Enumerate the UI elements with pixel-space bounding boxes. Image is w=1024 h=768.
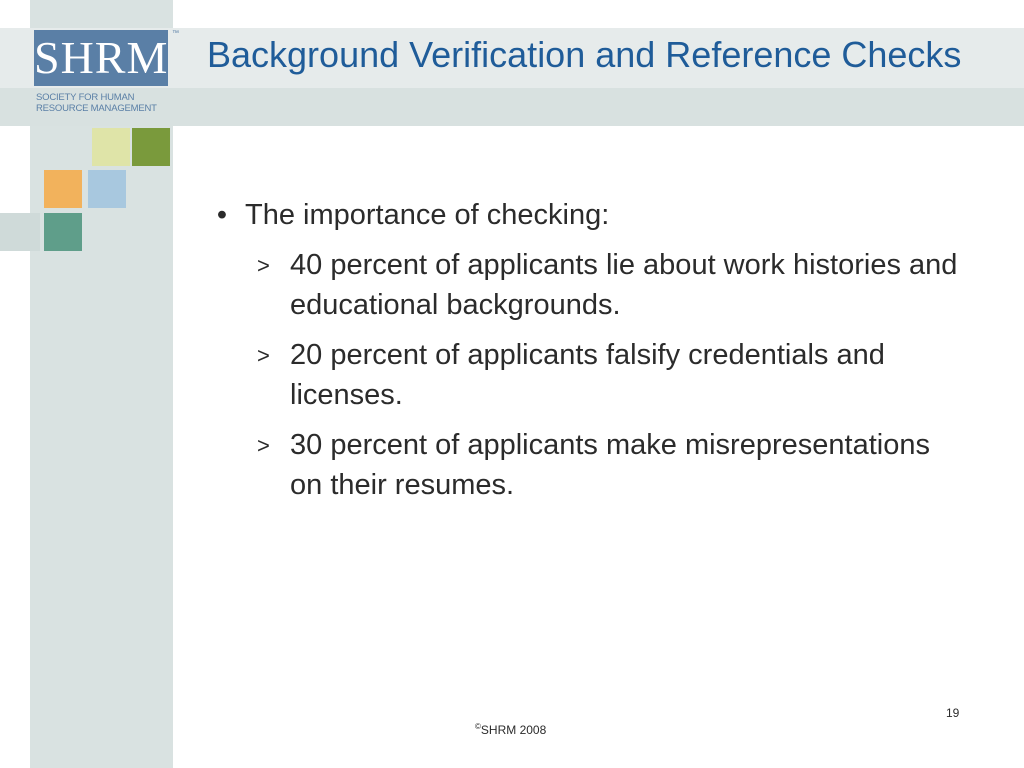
sub-bullet-marker: > — [257, 433, 270, 458]
sub-bullet-marker: > — [257, 253, 270, 278]
logo-name-line1: SOCIETY FOR HUMAN — [36, 92, 135, 103]
logo-org-name — [36, 92, 170, 114]
trademark-mark: ™ — [172, 30, 179, 37]
sub-bullet-item — [253, 425, 967, 505]
decorative-square-skyblue — [88, 170, 126, 208]
slide-title: Background Verification and Reference Checks — [207, 34, 962, 75]
sub-bullet-text: 40 percent of applicants lie about work histories and educational backgrounds. — [290, 249, 958, 321]
sub-bullet-text: 30 percent of applicants make misrepresentations on their resumes. — [290, 429, 930, 501]
decorative-square-olive — [132, 128, 170, 166]
slide-content — [207, 195, 967, 515]
page-number: 19 — [946, 706, 960, 720]
copyright-symbol: © — [475, 722, 481, 731]
decorative-square-teal — [44, 213, 82, 251]
decorative-square-orange — [44, 170, 82, 208]
decorative-square-gray — [0, 213, 40, 251]
decorative-square-lime — [92, 128, 130, 166]
bullet-marker: • — [216, 199, 228, 231]
sub-bullet-item — [253, 245, 967, 325]
footer-copyright — [475, 722, 546, 737]
sub-bullet-text: 20 percent of applicants falsify credentials and licenses. — [290, 339, 885, 411]
bullet-text: The importance of checking: — [245, 199, 610, 231]
logo-mark: SHRM — [34, 30, 168, 86]
sub-bullet-list — [253, 245, 967, 505]
bullet-item — [207, 195, 967, 235]
footer-text: SHRM 2008 — [480, 723, 547, 737]
sub-bullet-item — [253, 335, 967, 415]
shrm-logo — [30, 28, 173, 126]
sub-bullet-marker: > — [257, 343, 270, 368]
logo-name-line2: RESOURCE MANAGEMENT — [36, 103, 157, 114]
